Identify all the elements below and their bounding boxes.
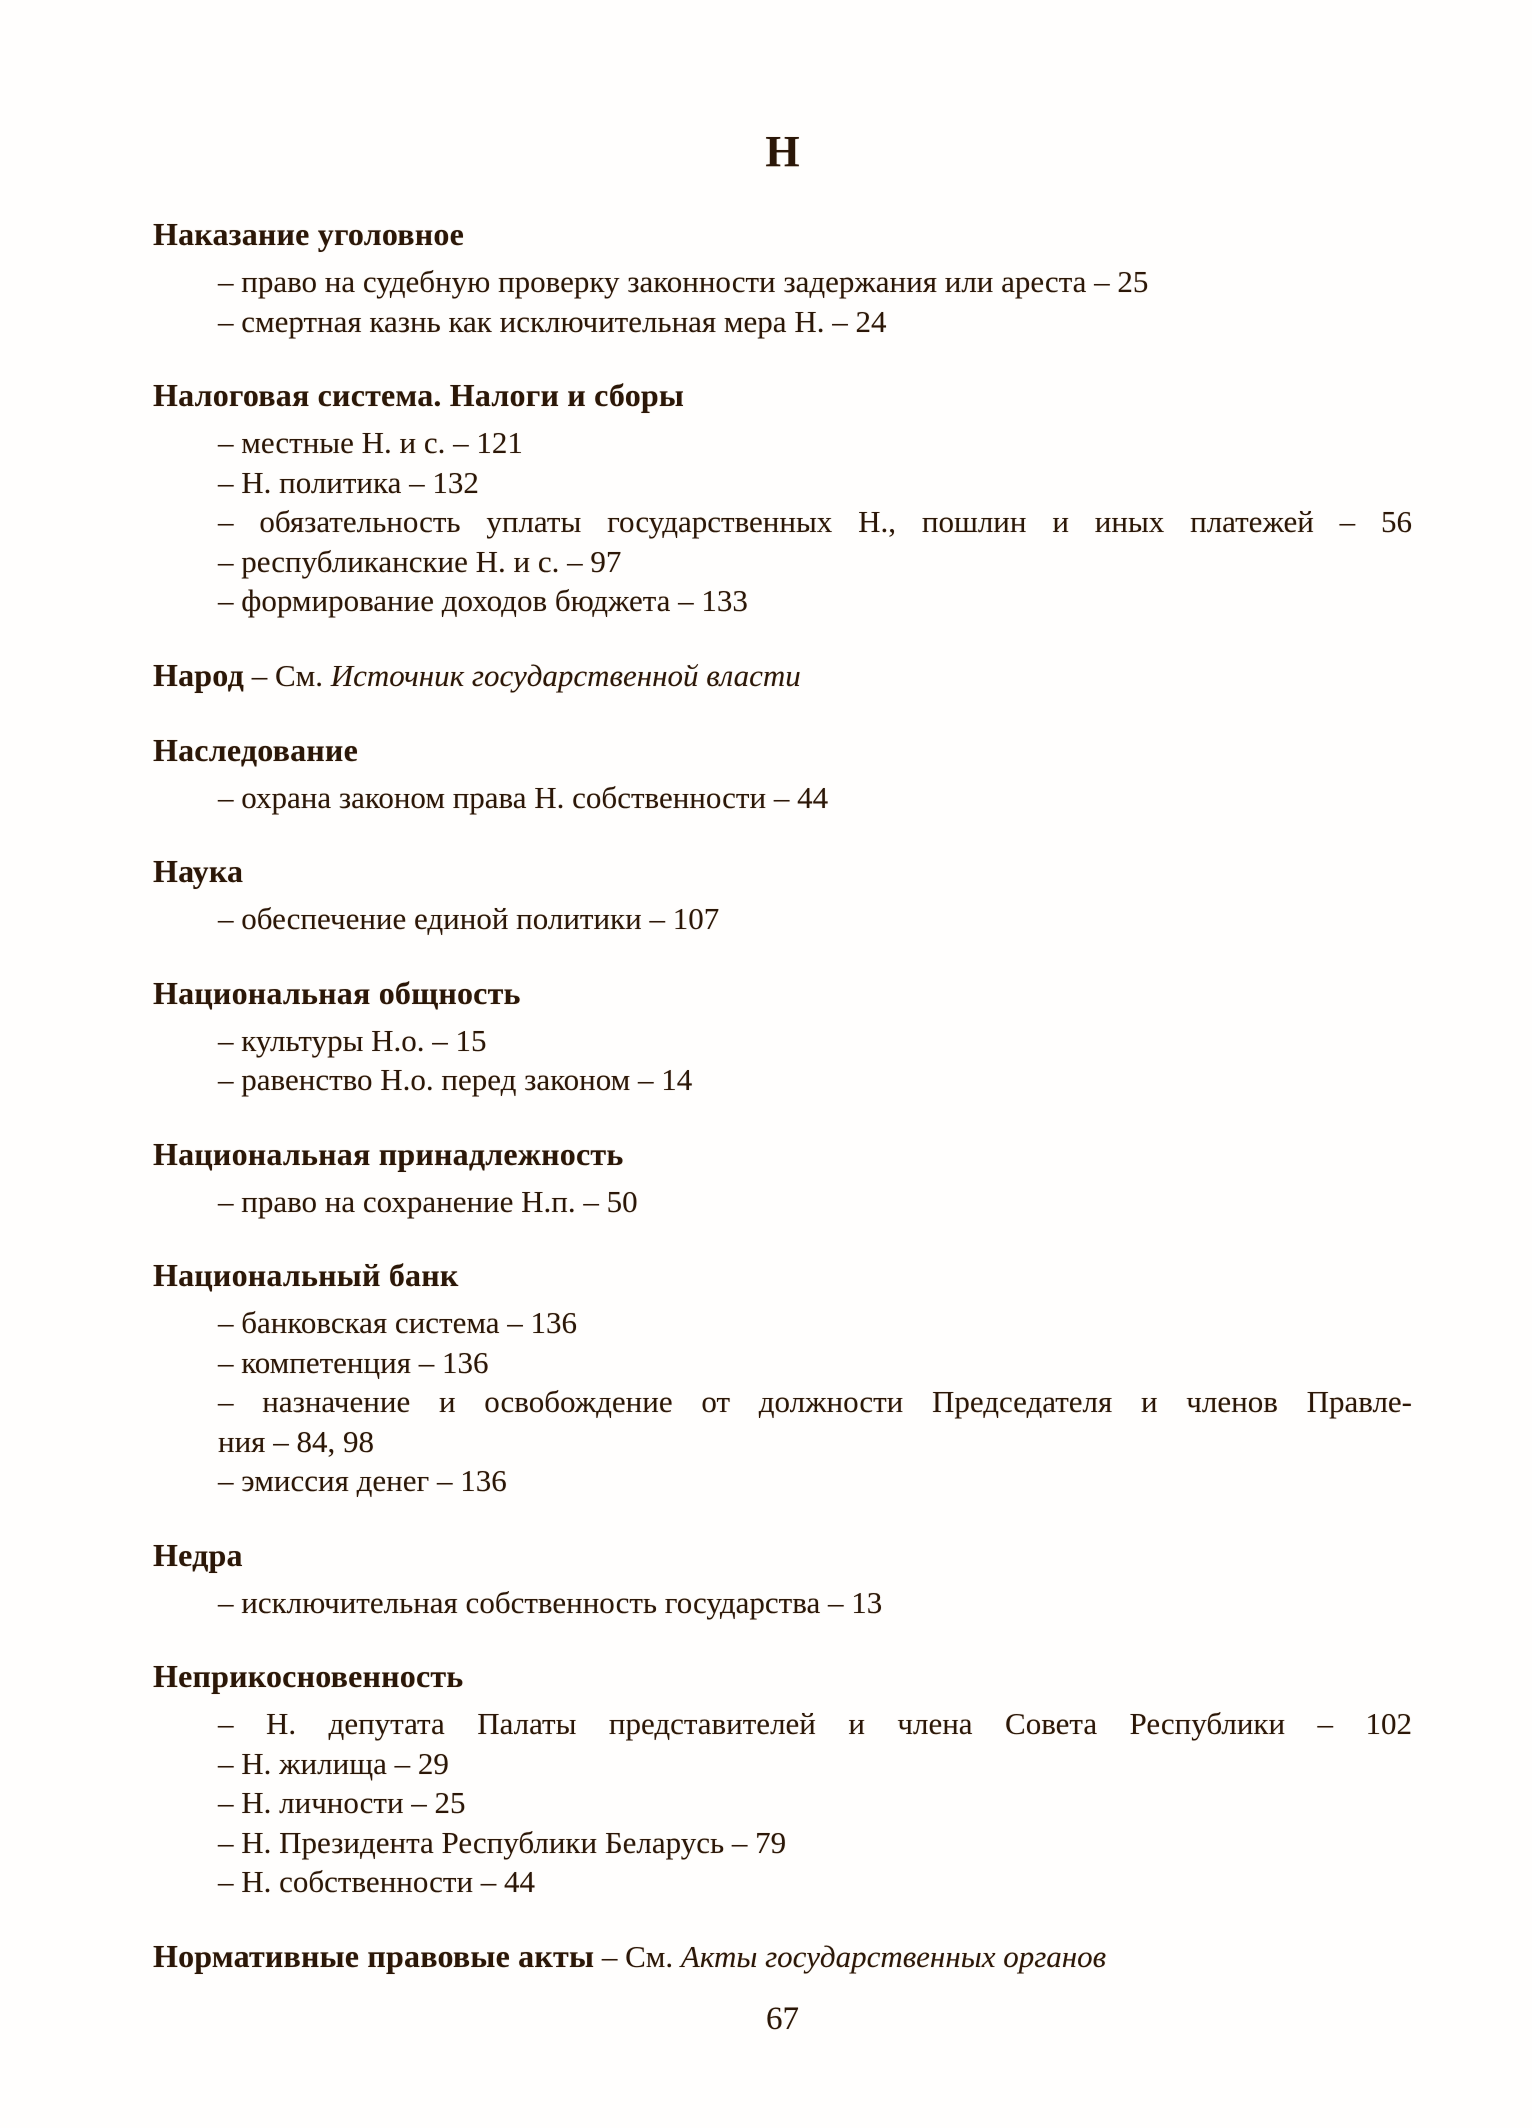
section-heading-line [153,1535,1412,1575]
index-entry: – формирование доходов бюджета – 133 [218,583,748,618]
section-heading-line [153,1255,1412,1295]
section-title: Налоговая система. Налоги и сборы [153,377,685,413]
index-entry: – право на судебную проверку законности задержания или ареста – 25 [218,264,1149,299]
index-section [153,851,1412,939]
section-title: Национальная общность [153,974,521,1011]
index-entry: – Н. собственности – 44 [218,1864,536,1899]
index-entry: – компетенция – 136 [218,1344,489,1380]
section-title: Наука [153,853,244,889]
section-heading-line [153,214,1412,254]
index-section [153,1535,1412,1623]
section-title: Недра [153,1536,243,1573]
section-heading-line [153,730,1412,770]
index-entry-line: ния – 84, 98 [218,1423,374,1459]
index-entry: – обеспечение единой политики – 107 [218,901,720,936]
section-entries [153,423,1412,621]
section-heading-line [153,851,1412,891]
index-section [153,214,1412,341]
section-heading-line [153,1936,1412,1977]
index-section [153,1134,1412,1222]
cross-reference [594,1939,1106,1974]
section-entries [153,899,1412,939]
index-section [153,973,1412,1100]
index-entry: – культуры Н.о. – 15 [218,1022,487,1058]
index-section [153,1656,1412,1902]
index-sections [153,214,1412,1977]
section-title: Наказание уголовное [153,216,464,252]
index-section [153,1936,1412,1977]
page-number: 67 [766,2000,799,2037]
index-entry: – банковская система – 136 [218,1305,578,1340]
see-prefix: – См. [601,1938,674,1974]
section-entries [153,1182,1412,1222]
section-entries [153,262,1412,341]
index-entry: – исключительная собственность государства – 13 [218,1584,883,1620]
section-heading-line [153,1134,1412,1174]
section-title: Нормативные правовые акты [153,1937,595,1974]
section-title: Национальная принадлежность [153,1135,624,1172]
section-title: Народ [153,656,244,693]
letter-heading: Н [765,127,800,176]
section-title: Наследование [153,731,358,768]
section-heading-line [153,973,1412,1013]
see-reference: Акты государственных органов [680,1938,1107,1974]
index-entry: – обязательность уплаты государственных Н., пошлин и иных платежей – 56 [218,504,1412,539]
section-heading-line [153,375,1412,415]
section-entries [153,778,1412,818]
index-section [153,730,1412,818]
see-prefix: – См. [251,657,323,693]
section-entries [153,1303,1412,1501]
section-entries [153,1704,1412,1902]
section-entries [153,1583,1412,1623]
section-heading-line [153,655,1412,696]
index-entry: – эмиссия денег – 136 [218,1463,507,1498]
section-heading-line [153,1656,1412,1696]
index-entry: – Н. Президента Республики Беларусь – 79 [218,1824,787,1860]
index-entry: – право на сохранение Н.п. – 50 [218,1183,638,1219]
index-section [153,375,1412,621]
index-entry: – Н. жилища – 29 [218,1745,449,1781]
index-entry: – Н. депутата Палаты представителей и члена Совета Республики – 102 [218,1706,1412,1741]
index-entry-line: – назначение и освобождение от должности Председателя и членов Правле- [218,1384,1412,1419]
cross-reference [244,658,801,693]
index-entry: – охрана законом права Н. собственности – 44 [218,779,829,815]
index-entry: – Н. личности – 25 [218,1785,466,1820]
index-entry: – смертная казнь как исключительная мера Н. – 24 [218,303,887,339]
section-title: Национальный банк [153,1257,459,1293]
section-title: Неприкосновенность [153,1658,464,1694]
index-entry: – Н. политика – 132 [218,464,479,500]
index-section [153,655,1412,696]
index-entry: – равенство Н.о. перед законом – 14 [218,1062,693,1097]
index-entry: – республиканские Н. и с. – 97 [218,543,622,579]
index-section [153,1255,1412,1501]
see-reference: Источник государственной власти [330,657,801,693]
section-entries [153,1021,1412,1100]
index-entry: – местные Н. и с. – 121 [218,425,523,460]
